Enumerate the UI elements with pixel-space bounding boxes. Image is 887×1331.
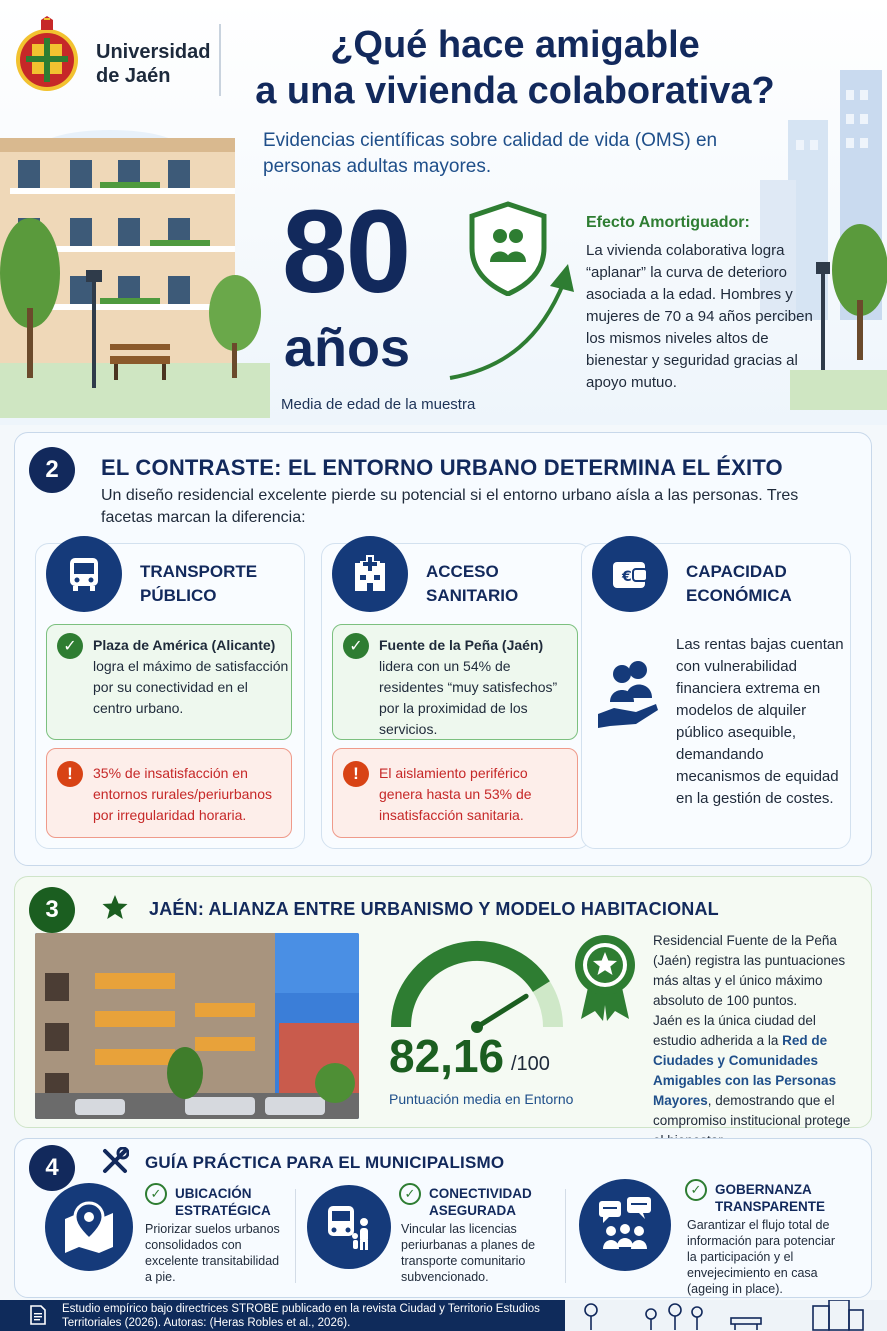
- facet-transport: [35, 543, 305, 849]
- section-title: EL CONTRASTE: EL ENTORNO URBANO DETERMINA EL ÉXITO: [101, 455, 783, 480]
- negative-finding-text: El aislamiento periférico genera hasta un 53% de insatisfacción sanitaria.: [379, 765, 532, 823]
- section-jaen: [14, 876, 872, 1128]
- network-text-post: , demostrando que el compromiso institucional protege: [653, 1093, 851, 1128]
- section-title: GUÍA PRÁCTICA PARA EL MUNICIPALISMO: [145, 1153, 505, 1172]
- check-icon: ✓: [57, 633, 83, 659]
- document-icon: [30, 1305, 46, 1325]
- group-chat-icon: [579, 1179, 671, 1271]
- check-icon: ✓: [399, 1183, 421, 1205]
- positive-finding: [332, 624, 578, 740]
- check-icon: ✓: [685, 1179, 707, 1201]
- facet-health: [321, 543, 591, 849]
- positive-finding: [46, 624, 292, 740]
- award-rosette-icon: [573, 933, 637, 1021]
- facet-title: TRANSPORTE PÚBLICO: [140, 562, 258, 605]
- footer: [0, 1300, 887, 1331]
- average-age-unit: años: [284, 318, 411, 378]
- residential-building-photo: [35, 933, 359, 1119]
- university-name: Universidad de Jaén: [96, 41, 211, 87]
- effect-text: La vivienda colaborativa logra “aplanar” la curva de deterioro asociada a la edad. Hombres y mujeres de 70 a 94 años perciben los mismos niveles altos de bienestar y seguridad gracias al apoyo mutuo.: [586, 242, 813, 391]
- guide-divider: [565, 1189, 566, 1283]
- page-title-line1: ¿Qué hace amigable: [330, 24, 700, 66]
- negative-finding: [332, 748, 578, 838]
- park-skyline-icon: [565, 1300, 887, 1331]
- star-icon: [101, 893, 129, 921]
- section-number-badge: 4: [29, 1145, 75, 1191]
- university-logo: [14, 16, 80, 96]
- bus-pedestrian-icon: [307, 1185, 391, 1269]
- header-divider: [219, 24, 221, 96]
- guide-item-title: CONECTIVIDAD ASEGURADA: [429, 1186, 532, 1218]
- hospital-icon: [332, 536, 408, 612]
- apartment-building-illustration: [0, 108, 270, 418]
- average-age-number: 80: [282, 186, 410, 318]
- facet-economic: [581, 543, 851, 849]
- page-title-line2: a una vivienda colaborativa?: [255, 70, 775, 112]
- wallet-euro-icon: [592, 536, 668, 612]
- guide-item-title: UBICACIÓN ESTRATÉGICA: [175, 1186, 271, 1218]
- guide-item-text: Garantizar el flujo total de información para potenciar la participación y el envejecimiento en casa (ageing in place).: [687, 1218, 835, 1296]
- positive-finding-text: [93, 635, 289, 719]
- network-text: [653, 1011, 863, 1151]
- check-icon: ✓: [343, 633, 369, 659]
- network-name: Red de Ciudades y Comunidades Amigables con las Personas Mayores: [653, 1033, 837, 1108]
- warning-icon: !: [343, 761, 369, 787]
- finding-detail: lidera con un 54% de residentes “muy satisfechos” por la proximidad de los servicios.: [379, 658, 558, 737]
- facet-title: CAPACIDAD ECONÓMICA: [686, 562, 792, 605]
- award-text: Residencial Fuente de la Peña (Jaén) registra las puntuaciones más altas y el único máximo absoluto de 100 puntos.: [653, 933, 846, 1008]
- guide-item-text: Priorizar suelos urbanos consolidados con excelente transitabilidad a pie.: [145, 1222, 280, 1284]
- negative-finding: [46, 748, 292, 838]
- section-number-badge: 2: [29, 447, 75, 493]
- facet-title: ACCESO SANITARIO: [426, 562, 519, 605]
- footer-citation: Estudio empírico bajo directrices STROBE publicado en la revista Ciudad y Territorio Estudios Territoriales (2026). Autoras: (Heras Robles et al., 2026).: [62, 1303, 540, 1329]
- section-guide: [14, 1138, 872, 1298]
- section-number-badge: 3: [29, 887, 75, 933]
- page-subtitle: Evidencias científicas sobre calidad de vida (OMS) en personas adultas mayores.: [263, 130, 718, 177]
- score-value: 82,16: [389, 1030, 505, 1082]
- effect-title: Efecto Amortiguador:: [586, 214, 750, 231]
- page-title: [235, 22, 795, 114]
- negative-finding-text: 35% de insatisfacción en entornos rurales/periurbanos por irregularidad horaria.: [93, 765, 272, 823]
- score-gauge: [389, 939, 565, 1035]
- finding-detail: logra el máximo de satisfacción por su conectividad en el centro urbano.: [93, 658, 289, 716]
- finding-place: Fuente de la Peña (Jaén): [379, 637, 544, 653]
- check-icon: ✓: [145, 1183, 167, 1205]
- guide-item-text: Vincular las licencias periurbanas a planes de transporte comunitario subvencionado.: [401, 1222, 536, 1284]
- hand-people-icon: [596, 656, 662, 736]
- facet-text: Las rentas bajas cuentan con vulnerabilidad financiera extrema en modelos de alquiler público asequible, demandando mecanismos de equidad en la gestión de costes.: [676, 636, 844, 807]
- shield-people-icon: [466, 200, 550, 296]
- hero-section: [0, 0, 887, 425]
- guide-item-title: GOBERNANZA TRANSPARENTE: [715, 1182, 826, 1214]
- tools-icon: [101, 1147, 129, 1175]
- score-caption: Puntuación media en Entorno: [389, 1091, 574, 1107]
- section-title: JAÉN: ALIANZA ENTRE URBANISMO Y MODELO HABITACIONAL: [149, 899, 719, 919]
- footer-illustration: [565, 1300, 887, 1331]
- warning-icon: !: [57, 761, 83, 787]
- map-pin-icon: [45, 1183, 133, 1271]
- average-age-caption: Media de edad de la muestra: [281, 396, 476, 413]
- section-intro: Un diseño residencial excelente pierde su potencial si el entorno urbano aísla a las personas. Tres facetas marcan la diferencia:: [101, 487, 799, 526]
- guide-divider: [295, 1189, 296, 1283]
- positive-finding-text: [379, 635, 575, 740]
- finding-place: Plaza de América (Alicante): [93, 637, 276, 653]
- score-max: /100: [511, 1053, 550, 1075]
- section-contrast: [14, 432, 872, 866]
- bus-icon: [46, 536, 122, 612]
- svg-text:€: €: [622, 569, 632, 585]
- network-text-pre: Jaén es la única ciudad del estudio adherida a la: [653, 1013, 816, 1048]
